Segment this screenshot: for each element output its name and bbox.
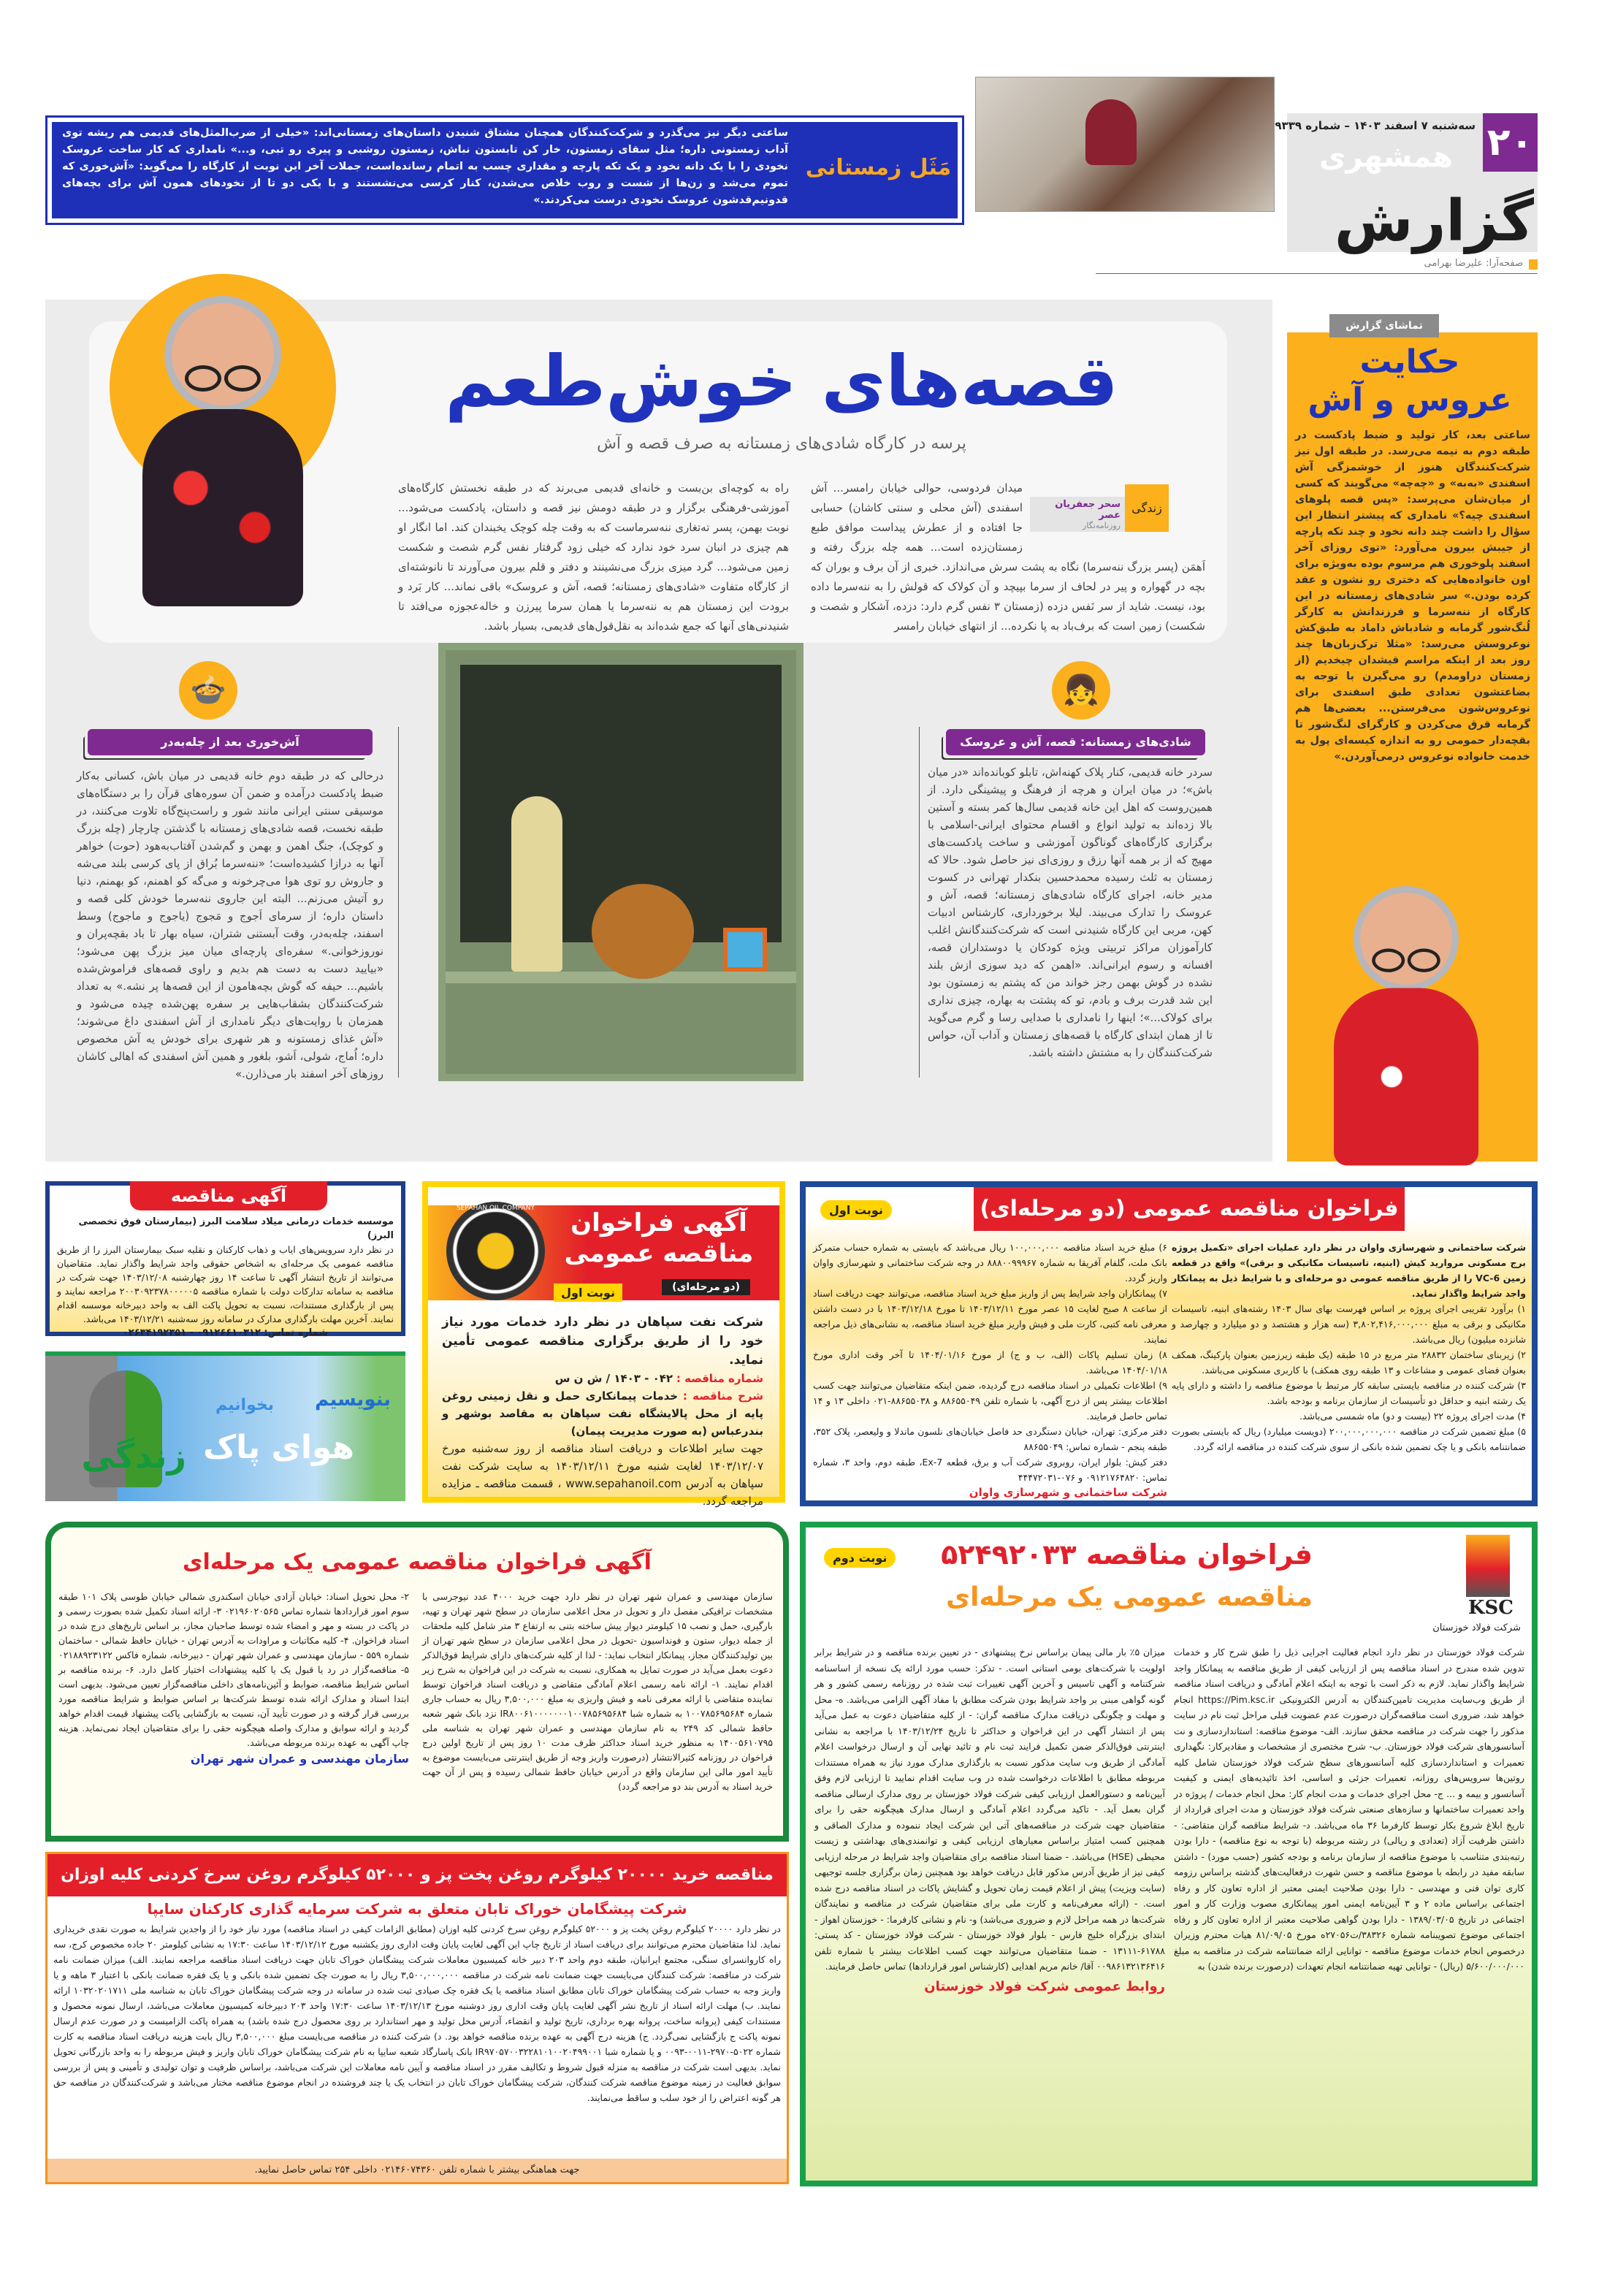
ad-title: مناقصه خرید ۲۰۰۰۰ کیلوگرم روغن پخت پز و ۵۲۰۰۰ کیلوگرم روغن سرخ کردنی کلیه اوزان: [47, 1854, 787, 1896]
ad-turn-badge: نوبت اول: [820, 1200, 892, 1220]
headline: قصه‌های خوش‌طعم: [445, 340, 1118, 422]
subsection-title: شادی‌های زمستانه: قصه، آش و عروسک: [946, 729, 1205, 755]
ad-clause: ۶) مبلغ خرید اسناد مناقصه ۱۰۰,۰۰۰,۰۰۰ ریال می‌باشد که بایستی به شماره حساب متمرکز بانک ملت، گلفام آفریقا به شماره ۸۸۸۰۰۹۹۹۶۷ در وجه شرکت ساختمانی و شهرسازی واوان واریز گردد.: [813, 1242, 1167, 1284]
section-kicker: زندگی: [1125, 484, 1169, 532]
ad-column: سازمان مهندسی و عمران شهر تهران در نظر دارد جهت خرید ۴۰۰۰ عدد نیوجرسی با مشخصات ترافیکی مفصل دار و تحویل در محل اعلامی سازمان در سطح شهر تهران و تهیه، بارگیری، حمل و نصب ۱۵ کیلومتر دیوار پیش ساخته بتنی به ارتفاع ۳ متر شامل کلیه ملحقات از جمله دیوار، ستون و فونداسیون -تحویل در محل اعلامی سازمان در سطح شهر تهران از بین تولیدکنندگان مجاز، پیمانکار انتخاب نماید: - لذا از کلیه شرکت‌های دارای شرایط فوق‌الذکر دعوت بعمل می‌آید در صورت تمایل به همکاری، نسبت به شرکت در این فراخوان به شرح زیر اقدام نمایند. ۱- ارائه نامه رسمی اعلام آمادگی متقاضی و دریافت اسناد فراخوان توسط نماینده متقاضی با ارائه معرفی نامه و فیش واریزی به مبلغ ۳,۵۰۰,۰۰۰ ریال به حساب جاری شماره ۱۰۰۷۸۵۶۹۵۶۸۴ به شماره شبا IR۸۰۰۶۱۰۰۰۰۰۰۰۱۰۰۷۸۵۶۹۵۶۸۴ نزد بانک شهر شعبه حافظ شمالی کد ۲۴۹ به نام سازمان مهندسی و عمران شهر تهران به شناسه ملی ۱۴۰۰۵۶۱۰۷۹۵ به منظور خرید اسناد حداکثر ظرف مدت ۱۰ روز پس از تاریخ اولین درج فراخوان در روزنامه کثیرالانتشار (درصورت واریز وجه از طریق اینترنتی می‌بایست موضوع به تأیید امور مالی این سازمان واقع در آدرس خیابان حافظ شمالی رسیده و پس از آن جهت خرید اسناد به آدرس بند دو مراجعه گردد): [422, 1591, 774, 1792]
dateline: سه‌شنبه ۷ اسفند ۱۴۰۳ – شماره ۹۳۳۹: [1275, 119, 1476, 132]
intro-right-column: [811, 478, 1205, 636]
ad-signature: سازمان مهندسی و عمران شهر تهران: [190, 1752, 409, 1766]
subsection-body: درحالی که در طبقه دوم خانه قدیمی در میان باش، کسانی به‌کار ضبط پادکست درآمده و ضمن آن سوره‌های قرآن را بر دستگاه‌های موسیقی سنتی ایرانی مانند شور و راست‌پنج‌گاه تلاوت می‌کنند، در طبقه نخست، قصه شادی‌های زمستانه با گذشتن چارچار (چله بزرگ و کوچک)، جنگ اهمن و بهمن و گم‌شدن آفتاب‌به‌هود (حوت) خواهر آنها به درازا کشیده‌است؛ «ننه‌سرما بُراق از پای کرسی بلند می‌شه و جاروش رو توی هوا می‌چرخونه و می‌گه کو اهمنم، کو بهمنم، دنیا رو آتیش می‌زنم... البته این جاروی ننه‌سرما خودش کلی قصه و داستان داره؛ از سرمای اَجوج و مَجوج (یاجوج و ماجوج) وسط اسفند، چله‌به‌در، وقت آبستنی شتران، سیاه بهار تا باد بقچه‌پران و نوروزخوانی.» سفره‌ای پارچه‌ای میان میز بزرگ پهن می‌شود؛ «بیایید دست به دست هم بدیم و راوی قصه‌های فراموش‌شده باشیم... حیفه که گوش بچه‌هامون از این قصه‌ها پر نشه.» به تعداد شرکت‌کنندگان بشقاب‌هایی بر سفره پهن‌شده چیده می‌شود و همزمان با روایت‌های دیگر نامداری از آش اسفندی داغ می‌شوند؛ «آش غذای زمستونه و هر شهری برای خودش یه آش مخصوص داره؛ اُماج، شولی، اَشو، بلغور و همین آش اسفندی که اهالی کاشان روزهای آخر اسفند بار می‌ذارن.»: [77, 769, 383, 1080]
ad-contact: شماره تماس: ۰۹۱۲۶۶۱۰۳۱۲ - ۰۲۶۳۴۱۹۲۳۵۱: [122, 1327, 329, 1338]
subsection-title: آش‌خوری بعد از چله‌به‌در: [88, 729, 373, 755]
column-divider: [398, 727, 399, 1078]
ad-intro: شرکت نفت سپاهان در نظر دارد خدمات مورد نیاز خود را از طریق برگزاری مناقصه عمومی تأمین نماید.: [442, 1315, 763, 1368]
grandma-doll-image: [124, 281, 321, 617]
tehran-engineering-tender-ad: [45, 1522, 789, 1842]
pottery-jar: [592, 884, 694, 979]
ad-text: زندگی: [81, 1436, 186, 1476]
sidebar-title: [1300, 343, 1519, 419]
ksc-logo-text: KSC: [1467, 1597, 1514, 1619]
intro-paragraph: اَهمَن (پسر بزرگ ننه‌سرما) نگاه به پشت سرش می‌اندازد. خبری از آن برف و بوران که بچه در گهواره و پیر در لحاف از سرما بپیچد و آن کولاک که قولش را به ننه‌سرما داده بود، نیست. شاید از سر نَفس دزده (زمستان ۳ نفس گرم دارد: دزده، آشکار و شصت و شکست) زمین است که برف‌باد به پا نکرده... از انتهای خیابان رامسر: [811, 560, 1205, 633]
ad-clause: دفتر مرکزی: تهران، خیابان دستگردی حد فاصل خیابان‌های نلسون ماندلا و ولیعصر، پلاک ۳۵۲، طبقه پنجم - شماره تماس: ۸۸۶۵۵۰۴۹: [813, 1426, 1167, 1452]
ad-clause: شرکت ساختمانی و شهرسازی واوان در نظر دارد عملیات اجرای «تکمیل پروژه برج مسکونی مروارید کیش (ابنیه، تاسیسات مکانیکی و برقی)» واقع در قطعه زمین VC-6 را از طریق مناقصه عمومی دو مرحله‌ای و با شرایط ذیل به پیمانکار واجد شرایط واگذار نماید.: [1172, 1242, 1526, 1299]
ad-text: بخوانیم: [215, 1396, 274, 1414]
page-number: ۲۰: [1483, 113, 1538, 172]
ad-text: هوای پاک: [203, 1429, 354, 1466]
ad-text: بنویسیم: [315, 1389, 391, 1411]
sepahan-logo: SEPAHAN OIL COMPANY: [446, 1202, 545, 1300]
soup-bowl-icon: 🍲: [179, 661, 237, 720]
label: شماره مناقصه :: [676, 1372, 763, 1385]
ad-org: موسسه خدمات درمانی میلاد سلامت البرز (بیمارستان فوق تخصصی البرز): [78, 1216, 394, 1241]
ad-signature: شرکت ساختمانی و شهرسازی واوان: [969, 1486, 1167, 1499]
label: شرح مناقصه :: [682, 1389, 764, 1403]
ad-column: شرکت فولاد خوزستان در نظر دارد انجام فعالیت اجرایی ذیل را طبق شرح کار و خدمات تدوین شده مندرج در اسناد مناقصه پس از ارزیابی کیفی از طریق مناقصه به پیمانکار واجد شرایط واگذار نماید. لازم به ذکر است با توجه به اینکه اعلام آمادگی و دریافت اسناد مناقصه از طریق وب‌سایت مدیریت تامین‌کنندگان به آدرس الکترونیکی https://Pim.ksc.ir انجام خواهد شد، ضروری است مناقصه‌گران درصورت عدم عضویت قبلی مراحل ثبت نام در سایت مذکور را جهت شرکت در مناقصه محقق سازند. الف- موضوع مناقصه: استانداردسازی و نت آسانسورهای شرکت فولاد خوزستان. ب- شرح مختصری از مشخصات و مقادیرکار: نگهداری تعمیرات و استانداردسازی کلیه آسانسورهای سطح شرکت فولاد خوزستان شامل کلیه روتین‌ها سرویس‌های روزانه، تعمیرات جزئی و اساسی، اخذ تائیدیه‌های ایمنی و کیفیت آسانسور و بیمه و ... ج- محل اجرای خدمات و مدت انجام کار: محل انجام خدمات / پروژه در واحد تعمیرات ساختمانها و سازه‌های صنعتی شرکت فولاد خوزستان و مدت اجرای قرارداد از تاریخ ابلاغ شروع بکار توسط کارفرما ۳۶ ماه می‌باشد. د- شرایط مناقصه گران متقاضی: - داشتن ظرفیت آزاد (تعدادی و ریالی) در رشته مربوطه (با توجه به نوع مناقصه) - دارا بودن رتبه‌بندی متناسب با موضوع مناقصه از سازمان برنامه و بودجه کشور (حسب مورد) - داشتن سابقه مفید در رابطه با موضوع مناقصه و حسن شهرت درفعالیت‌های گذشته براساس رزومه کاری توان فنی و مهندسی - دارا بودن صلاحیت ایمنی معتبر از اداره تعاون کار و رفاه اجتماعی براساس ماده ۲ و ۳ آیین‌نامه ایمنی امور پیمانکاری مصوب وزارت کار و امور اجتماعی در تاریخ ۱۳۸۹/۰۳/۰۵ - دارا بودن گواهی صلاحیت معتبر از اداره تعاون کار و رفاه اجتماعی موضوع تصویبنامه شماره ۳۸۳۲۶/ت۲۷۰۵۶ه مورخ ۸۱/۰۹/۰۵ هیات محترم وزیران درخصوص انجام خدمات موضوع مناقصه - توانایی ارائه ضمانتنامه شرکت در مناقصه به مبلغ ۵/۶۰۰/۰۰۰/۰۰۰ (ریال) - توانایی تهیه ضمانتنامه انجام تعهدات (درصورت برنده شدن) به: [1174, 1647, 1525, 1972]
proverb-label: مَثَل زمستانی: [805, 155, 952, 180]
ad-title: فراخوان مناقصه عمومی (دو مرحله‌ای): [974, 1187, 1405, 1231]
ad-clause: ۸) زمان تسلیم پاکات (الف، ب و ج) از مورخ ۱۴۰۴/۰۱/۱۶ تا آخر وقت اداری مورخ ۱۴۰۴/۰۱/۱۸ می‌باشد.: [813, 1349, 1167, 1376]
ksc-logo: [1466, 1535, 1510, 1597]
figurine: [511, 796, 562, 972]
ad-subtitle: مناقصه عمومی یک مرحله‌ای: [946, 1582, 1313, 1612]
ad-subtitle: شرکت پیشگامان خوراک تابان متعلق به شرکت سرمایه گذاری کارکنان سایپا: [147, 1900, 687, 1918]
ad-column: [58, 1590, 409, 1768]
company-name: شرکت فولاد خوزستان: [1432, 1622, 1521, 1633]
storyteller-figure: [1085, 99, 1137, 165]
ad-body: در نظر دارد سرویس‌های ایاب و ذهاب کارکنان و نقلیه سبک بیمارستان البرز را از طریق مناقصه عمومی یک مرحله‌ای به اشخاص حقوقی واجد شرایط واگذار نماید. متقاضیان می‌توانند از تاریخ انتشار آگهی تا ساعت ۱۴ روز چهارشنبه ۱۴۰۳/۱۲/۰۸ جهت شرکت در مناقصه به سامانه تدارکات دولت با شماره مناقصه ۲۰۰۳۰۹۲۳۷۸۰۰۰۰۰۵ مراجعه نمایند و پس از بارگذاری مستندات، نسبت به تحویل پاکت الف به واحد دبیرخانه موسسه اقدام نمایند. آخرین مهلت بارگذاری مدارک در سامانه روز سه‌شنبه ۱۴۰۳/۱۲/۲۱ می‌باشد.: [57, 1244, 394, 1324]
sidebar-title-line: عروس و آش: [1308, 381, 1512, 419]
ad-title: آگهی فراخوان مناقصه عمومی یک مرحله‌ای: [183, 1549, 652, 1575]
ad-clause: ۱) برآورد تقریبی اجرای پروژه بر اساس فهرست بهای سال ۱۴۰۳ رشته‌های ابنیه، تاسیسات مکانیکی و برقی به مبلغ ۳,۸۰۲,۴۱۶,۰۰۰,۰۰۰ (سه هزار و هشتصد و دو میلیارد و چهارصد و شانزده میلیون) ریال می‌باشد.: [1172, 1303, 1527, 1345]
ad-column: [1172, 1240, 1526, 1454]
saipa-oil-tender-ad: [45, 1852, 789, 2184]
subsection-body: سردر خانه قدیمی، کنار پلاک کهنه‌اش، تابلو کوبانده‌اند «در میان باش»؛ در میان ایران و هرچه از فرهنگ و پیشینگی دارد. از همین‌روست که اهل این خانه قدیمی سال‌ها کمر بسته و آستین بالا زده‌اند به تولید انواع و اقسام محتوای ایرانی-اسلامی با برگزاری کارگاه‌های گوناگون آموزشی و ساخت پادکست‌های مهیج که از بر همه آنها رزق و روزی‌ای نیز حاصل شود. حالا که زمستان به ثلث رسیده محمدحسین بنکدار تهرانی در کسوت مدیر خانه، اجرای کارگاه شادی‌های زمستانه؛ قصه، آش و عروسک را تدارک می‌بیند. لیلا برخورداری، کارشناس ادبیات کهن، مربی این کارگاه شنیدنی است که شرکت‌کنندگانش اغلب کارآموزان مراکز تربیتی ویژه کودکان یا دوستداران قصه، افسانه و رسوم ایرانی‌اند. «اهمن که دید سوزی ازش بلند نشده در گوش بهمن رجز خواند من که پشتم به زمستون بود این شد قدرت برف و بادم، تو که پشتت به بهاره، چیزی نداری برای کولاک...»؛ اینها را نامداری با صدایی رسا و گرم می‌گوید تا از همان ابتدای کارگاه با قصه‌های زمستان و آداب آن، حواس شرکت‌کنندگان را به مشتش داشته باشد.: [928, 766, 1213, 1059]
khuzestan-steel-tender-ad: [800, 1522, 1538, 2186]
ad-footer: جهت هماهنگی بیشتر با شماره تلفن ۰۲۱۴۶۰۷۴۳۶۰ داخلی ۲۵۴ تماس حاصل نمایید.: [47, 2159, 787, 2182]
sepahan-tender-ad: [422, 1181, 785, 1508]
ad-footer: جهت سایر اطلاعات و دریافت اسناد مناقصه از روز سه‌شنبه مورخ ۱۴۰۳/۱۲/۰۷ لغایت شنبه مورخ ۱۴۰۳/۱۲/۱۱ به سایت شرکت نفت سپاهان به آدرس www.sepahanoil.com ، قسمت مناقصه ـ مزایده مراجعه گردد.: [442, 1442, 763, 1508]
grandma-doll-image: [1318, 873, 1495, 1129]
ad-column: [813, 1240, 1167, 1500]
clean-air-ad: [45, 1351, 405, 1501]
ad-clause: دفتر کیش: بلوار ایران، روبروی شرکت آب و برق، قطعه Ex-7، طبقه دوم، واحد ۳، شماره تماس: ۰۹۱۲۱۷۶۴۸۲۰ و ۰۷۶-۴۴۴۷۲۰۳۱: [813, 1457, 1167, 1483]
ad-title: فراخوان مناقصه ۵۲۴۹۲۰۳۳: [941, 1538, 1313, 1571]
ad-clause: ۴) مدت اجرای پروژه ۲۲ (بیست و دو) ماه شمسی می‌باشد.: [1299, 1411, 1526, 1422]
alborz-tender-ad: [45, 1181, 405, 1336]
column-divider: [919, 727, 920, 1078]
ad-title: آگهی فراخوان مناقصه عمومی: [564, 1208, 754, 1268]
intro-paragraph: راه به کوچه‌ای بن‌بست و خانه‌ای قدیمی می‌برند که در طبقه نخستش کارگاه‌های آموزشی-فرهنگی برگزار و در طبقه دومش نیز قصه و داستان، پادکست می‌شود... نوبت بهمن، پسر ته‌تغاری ننه‌سرماست که به وقت چله کوچک یخبندان کند. اما انگار او هم چیزی در انبان سرد خود ندارد که خیلی زود گرفتار نفس گرم شصت و شکست زمین می‌شود... گرد میزی بزرگ می‌نشینند و دفتر و قلم بیرون می‌آورند تا نانوشته‌ای از کارگاه متفاوت «شادی‌های زمستانه؛ قصه، آش و عروسک» باقی نماند... کار بَرد و برودت این زمستان هم به ننه‌سرما یا همان سرما پیرزن و خاله‌عجوزه می‌افتد تا شنیدنی‌های آنها که جمع شده‌اند به نقل‌قول‌های قدیمی، بسیار باشد.: [398, 481, 789, 633]
author-role: روزنامه‌نگار: [1083, 521, 1121, 530]
ad-clause: ۷) پیمانکاران واجد شرایط پس از واریز مبلغ خرید اسناد مناقصه، می‌توانند جهت دریافت اسناد از ساعت ۸ صبح لغایت ۱۵ عصر مورخ ۱۴۰۳/۱۲/۱۱ تا مورخ ۱۴۰۳/۱۲/۱۸ با در دست داشتن معرفی نامه کتبی، کارت ملی و فیش واریز مبلغ خرید اسناد مناقصه، به نشانی‌های ذیل مراجعه نمایند.: [813, 1288, 1168, 1345]
ad-turn-badge: نوبت دوم: [824, 1548, 896, 1568]
intro-paragraph: میدان فردوسی، حوالی خیابان رامسر... آش اسفندی (آش محلی و سنتی کاشان) حسابی جا افتاده و از عطرش پیداست موافق طبع زمستان‌زده است... همه چله بزرگ رفته و: [811, 481, 1023, 554]
sidebar-tab: تماشای گزارش: [1329, 314, 1439, 337]
ad-column: [814, 1644, 1165, 1994]
tender-number: ۰۴۲ - ۱۴۰۳ / ش ن س: [554, 1372, 673, 1385]
sidebar-body: ساعتی بعد، کار تولید و ضبط پادکست در طبقه دوم به نیمه می‌رسد. در طبقه اول نیز شرکت‌کنندگان هنوز از خوشمزگی آش اسفندی «به‌به» و «چه‌چه» می‌گویند که کسی از میان‌شان می‌پرسد: «پس قصه پلوهای اسفندی چیه؟» نامداری که پیشتر انتظار این سؤال را داشت چند دانه نخود و چند تکه پارچه از جیبش بیرون می‌آورد: «توی روزای آخر اسفند پلوخوری هم مرسوم بوده به‌ویژه برای اون خانواده‌هایی که دختری رو نشون و عقد کرده بودن.» سر شادی‌های زمستانه در این کارگاه از ننه‌سرما و فرزندانش به کارگر لُنگ‌شور گرمابه و شادباش داماد به طبق‌کش نوعروسش می‌رسد: «مثلا ترک‌زبان‌ها چند روز بعد از اینکه مراسم قیشدان چیخدیم (از زمستان دراومدم) رو می‌گیرن با توجه به بضاعتشون تعدادی طبق اسفندی برای نوعروس‌شون می‌فرستن... بعضی‌ها هم گرمابه قرق می‌کردن و کارگرای لنگ‌شور تا بقچه‌دار حمومی رو به اندازه کیسه‌ای پول به خدمت خانواده نوعروس درمی‌آوردن.»: [1295, 430, 1530, 763]
ad-clause: ۳) شرکت کننده در مناقصه بایستی سابقه کار مرتبط با موضوع مناقصه را داشته و دارای پایه یک رشته ابنیه و حداقل دو تأسیسات از سازمان برنامه و بودجه باشد.: [1172, 1380, 1526, 1406]
sidebar-title-line: حکایت: [1359, 343, 1460, 381]
author-name: سحر جعفریان عصر: [1055, 499, 1121, 521]
ad-turn-badge: نوبت اول: [554, 1284, 622, 1302]
ad-title: آگهی مناقصه: [130, 1181, 327, 1210]
ad-signature: روابط عمومی شرکت فولاد خوزستان: [924, 1978, 1165, 1994]
workshop-photo: [975, 77, 1275, 212]
ad-text: ۲- محل تحویل اسناد: خیابان آزادی خیابان اسکندری شمالی خیابان طوسی پلاک ۱۰۱ طبقه سوم امور قراردادها شماره تماس ۰۲۱۹۶۰۲۰۵۶۵ ۳- ارائه اسناد تکمیل شده بصورت رسمی و در پاکت در بسته و مهر و امضاء شده توسط صاحبان مجاز، بر اساس تاریخ‌های درج شده در اسناد فراخوان. ۴- کلیه مکاتبات و مراودات به آدرس تهران - خیابان حافظ شمالی - ساختمان شماره ۵۵۹ - سازمان مهندسی و عمران شهر تهران - دبیرخانه، شماره فاکس ۰۲۱۸۸۹۲۳۱۲۲ ۵- مناقصه‌گزار در رد یا قبول یک یا کلیه پیشنهادات اختیار کامل دارد. ۶- برنده مناقصه بر اساس شرایط مناقصه، ضوابط و آئین‌نامه‌های داخلی مناقصه‌گزار تعیین می‌شود. بدیهی است ابتدا اسناد و مدارک ارائه شده توسط شرکت‌ها بر اساس ضوابط و شرایط مناقصه مورد بررسی قرار گرفته و در صورت تأیید آن، نسبت به بازگشایی پاکت پیشنهاد قیمت اقدام خواهد گردید و ارائه سوابق و مدارک واصله هیچگونه حقی را برای متقاضیان ایجاد نمی‌نماید. هزینه چاپ آگهی به عهده برنده مربوطه می‌باشد.: [58, 1591, 409, 1748]
tender-description: خدمات پیمانکاری حمل و نقل زمینی روغن پایه از محل پالایشگاه نفت سپاهان به مقاصد بوشهر و بندرعباس (به صورت مدیریت پیمان): [442, 1389, 763, 1438]
layout-credit: صفحه‌آرا: علیرضا بهرامی: [1096, 258, 1538, 274]
shelf-photo: [438, 643, 804, 1081]
ad-stage: (دو مرحله‌ای): [662, 1279, 750, 1295]
ad-clause: ۵) مبلغ تضمین شرکت در مناقصه ۲۰۰,۰۰۰,۰۰۰,۰۰۰ (دویست میلیارد) ریال که بایستی بصورت ضمانتنامه بانکی و یا چک تضمین شده بانکی از سوی شرکت کننده در مناقصه ارائه گردد.: [1172, 1426, 1526, 1452]
vavan-tender-ad: [800, 1181, 1538, 1506]
subheadline: پرسه در کارگاه شادی‌های زمستانه به صرف قصه و آش: [597, 435, 966, 453]
ad-body: در نظر دارد ۲۰۰۰۰ کیلوگرم روغن پخت پز و ۵۲۰۰۰ کیلوگرم روغن سرخ کردنی کلیه اوزان (مطابق الزامات کیفی در اسناد مناقصه) مورد نیاز خود را از واجدین شرایط به صورت نقدی خریداری نماید. لذا متقاضیان محترم می‌توانند برای دریافت اسناد از تاریخ چاپ این آگهی لغایت پایان وقت اداری روز یکشنبه مورخ ۱۴۰۳/۱۲/۱۲ ساعت ۱۷:۳۰ به نشانی کیلومتر ۲۰ جاده مخصوص کرج، سه راه کاروانسرای سنگی، مجتمع ایرانیان، طبقه دوم واحد ۲۰۳ دبیر خانه کمیسیون معاملات شرکت پیشگامان خوراک تابان جهت دریافت اسناد مناقصه مراجعه نمایند. الف) میزان ضمانت نامه شرکت در مناقصه: شرکت کنندگان می‌بایست جهت ضمانت نامه شرکت در مناقصه ۳,۵۰۰,۰۰۰,۰۰۰ ریال را به صورت چک تضمین شده بانکی و یا یک فقره ضمانت بانکی با اعتبار ۳ ماهه و یا واریز وجه به حساب شرکت پیشگامان خوراک تابان مطابق اسناد مناقصه یا یک فقره چک صیادی ثبت شده در سامانه در وجه شرکت پیشگامان خوراک تابان به شناسه ملی ۱۰۳۲۰۲۰۱۷۱۱ ارائه نمایند. ب) مهلت ارائه اسناد از تاریخ نشر آگهی لغایت پایان وقت اداری روز دوشنبه مورخ ۱۴۰۳/۱۲/۱۳ ساعت ۱۷:۳۰ واحد ۲۰۳ دبیرخانه کمیسیون معاملات می‌باشد، ارسال نمونه محصول و مستندات کیفی (پروانه ساخت، پروانه بهره برداری، تاریخ تولید و انقضاء، آدرس محل تولید و مهر استاندارد بر روی محصول درج شده باشد) به همراه پاکت الزامیست و در صورت عدم ارسال نمونه پاکت ج بازگشایی نمی‌گردد. ج) هزینه درج آگهی به عهده برنده مناقصه خواهد بود. د) شرکت کننده در مناقصه می‌بایست مبلغ ۳,۵۰۰,۰۰۰ ریال بابت هزینه دریافت اسناد مناقصه به کارت شماره ۵۰۲۲-۲۹۷۰-۰۰۱۱-۰۰۹۳ و یا شماره شبا IR۹۷۰۵۷۰۰۳۲۲۸۱۰۱۰۰۲۰۴۹۹۰۰۱ بانک پاسارگاد شعبه سایپا به نام شرکت پیشگامان خوراک تابان واریز و فیش مربوطه را به واحد بازرگانی تحویل نماید. بدیهی است شرکت در مناقصه به منزله قبول شروط و تکالیف مقرر در اسناد مناقصه و آیین نامه معاملات این شرکت می‌باشد، براساس ظرفیت و توان تولیدی و تأمینی و پس از بررسی سوابق فعالیت در زمینه موضوع مناقصه شرکت کنندگان، شرکت پیشگامان خوراک تابان در انتخاب یک یا چند فروشنده در انجام موضوع مناقصه مختار می‌باشد و شرکت‌کنندگان در مناقصه حق هر گونه اعتراض را از خود سلب و ساقط می‌نمایند.: [53, 1923, 782, 2103]
proverb-text: ساعتی دیگر نیز می‌گذرد و شرکت‌کنندگان همچنان مشتاق شنیدن داستان‌های زمستانی‌اند: «خیلی از ضرب‌المثل‌های قدیمی هم ریشه توی آداب زمستونی داره؛ مثل سقای زمستون، خار کن تابستون نباش، زمستون روشبی و پیری رو تبی، و...» نامداری که کار ساخت عروسک نخودی را با یک دانه نخود و یک تکه پارچه و مقداری چسب به اتمام رسانده‌است، جملات آخر این نوبت از کارگاه را می‌گوید: «آش‌خوری که تموم می‌شد و زن‌ها از شست و روب خلاص می‌شدن، کنار کرسی می‌نشستند و با یکی دو تا از نخودهای همون آش برای بچه‌های قدونیم‌قدشون عروسک نخودی درست می‌کردند.»: [52, 122, 958, 218]
ad-clause: ۲) زیربنای ساختمان ۲۸۸۳۲ متر مربع در ۱۵ طبقه (یک طبقه زیرزمین بعنوان پارکینگ، همکف بعنوان فضای عمومی و مشاعات و ۱۳ طبقه روی همکف) با کاربری مسکونی می‌باشد.: [1172, 1349, 1526, 1376]
ad-text: میزان ۵٪ بار مالی پیمان براساس نرخ پیشنهادی - در تعیین برنده مناقصه و در شرایط برابر اولویت با شرکت‌های بومی استانی است. - تذکر: حسب مورد ارائه یک نسخه از اساسنامه شرکتنامه و آگهی تاسیس و آخرین آگهی تغییرات ثبت شده در روزنامه رسمی کشور و هر گونه گواهی مبنی بر واجد شرایط بودن شرکت مطابق با مفاد آگهی الزامی می‌باشد. ه- محل و مهلت و چگونگی دریافت مدارک مناقصه گران: - از کلیه متقاضیان دعوت به عمل می‌آید پس از انتشار آگهی در این فراخوان و حداکثر تا تاریخ ۱۴۰۳/۱۲/۲۴ با مراجعه به نشانی اینترنتی فوق‌الذکر ضمن تکمیل فرایند ثبت نام و تائید نهایی آن و ارسال درخواست اعلام آمادگی از طریق وب سایت مذکور نسبت به بارگذاری مدارک مورد نیاز به همراه مستندات مربوطه مطابق با اطلاعات درخواست شده در وب سایت اقدام نمایید تا ارزیابی لازم وفق آیین‌نامه و دستورالعمل ارزیابی کیفی شرکت فولاد خوزستان بر روی مدارک ارسالی مناقصه گران بعمل آید. - تاکید می‌گردد اعلام آمادگی و ارسال مدارک هیچگونه حقی را برای متقاضیان جهت شرکت در مناقصه‌های آتی این شرکت ایجاد ننموده و مدارک الصاقی و همچنین کسب امتیاز براساس معیارهای ارزیابی کیفی و توانمندی‌های بهداشتی و زیست محیطی (HSE) می‌باشد. - ضمنا اسناد مناقصه برای متقاضیان واجد شرایط در مرحله ارزیابی کیفی نیز از طریق آدرس مذکور قابل دریافت خواهد بود همچنین زمان برگزاری جلسه توجیهی (سایت ویزیت) پیش از اعلام قیمت زمان تحویل و گشایش پاکات در اسناد مناقصه درج شده است. - (ارائه معرفی‌نامه و کارت ملی برای متقاضیان شرکت در مناقصه و نمایندگان شرکت‌ها در همه مراحل لازم و ضروری می‌باشد) و- نام و نشانی کارفرما: - خوزستان اهواز - ابتدای بزرگراه خلیج فارس - بلوار فولاد خوزستان - شرکت فولاد خوزستان - کد پستی: ۶۱۷۸۸-۱۳۱۱۱ - ضمنا متقاضیان می‌توانند جهت کسب اطلاعات بیشتر با شماره تلفن ۰۰۹۸۶۱۳۲۱۳۶۴۱۶ آقا/ خانم مریم اهدایی (کارشناس امور قراردادها) تماس حاصل فرمایند.: [814, 1647, 1165, 1972]
girl-doll-icon: 👧: [1052, 661, 1110, 720]
newspaper-logo: همشهری: [1318, 140, 1454, 174]
section-title: گزارش: [1334, 188, 1534, 254]
ad-clause: ۹) اطلاعات تکمیلی در اسناد مناقصه درج گردیده، ضمن اینکه متقاضیان می‌توانند جهت کسب اطلاعات بیشتر پس از درج آگهی، با شماره تلفن ۸۸۶۵۵۰۴۹ و ۸۸۶۵۵۰۳۸-۰۲۱ داخلی ۱۳ و ۱۴ تماس حاصل فرمایند.: [813, 1380, 1168, 1422]
tile-box: [723, 928, 767, 972]
